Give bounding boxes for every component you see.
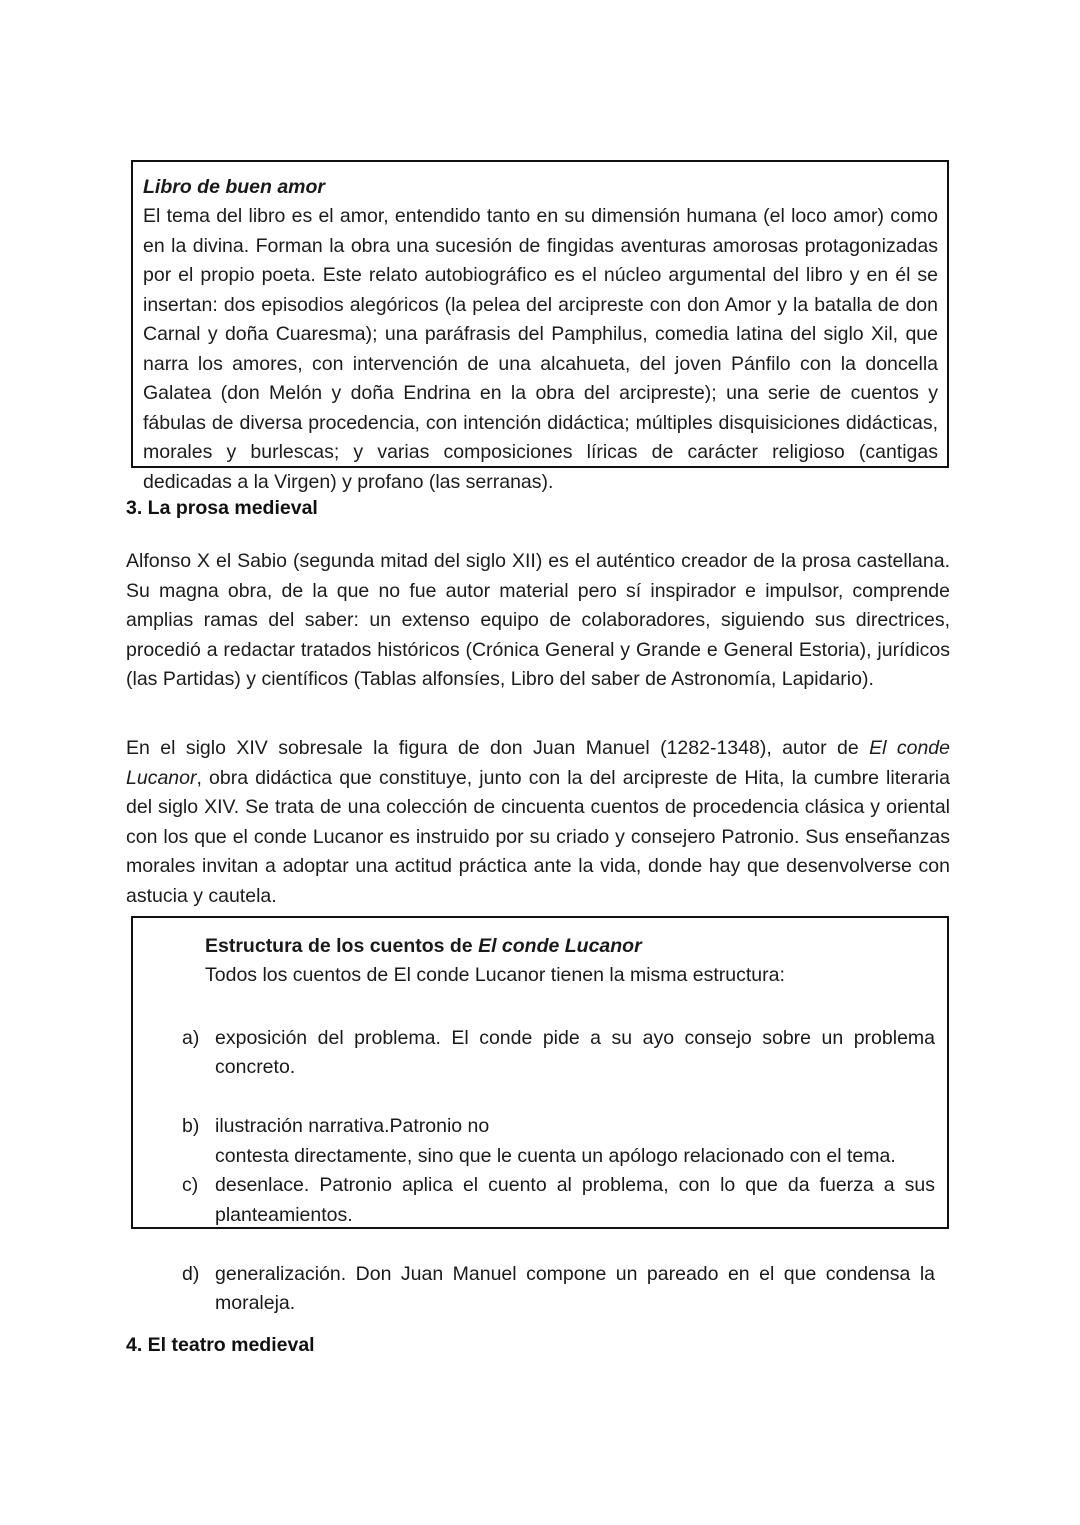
list-item-marker: a) xyxy=(182,1026,200,1049)
list-item xyxy=(143,1171,935,1260)
paragraph-don-juan-manuel xyxy=(126,734,950,911)
list-item-text: generalización. Don Juan Manuel compone un pareado en el que condensa la moraleja. xyxy=(215,1262,935,1314)
paragraph-alfonso-x xyxy=(126,547,950,695)
list-item-text: desenlace. Patronio aplica el cuento al problema, con lo que da fuerza a sus planteamientos. xyxy=(215,1174,935,1226)
callout-box-estructura-cuentos xyxy=(131,916,949,1314)
box-subtitle-estructura: Todos los cuentos de El conde Lucanor tienen la misma estructura: xyxy=(205,964,785,986)
lettered-list-estructura xyxy=(143,1024,935,1349)
list-item-continuation: contesta directamente, sino que le cuenta un apólogo relacionado con el tema. xyxy=(215,1144,896,1167)
box-title-libro-de-buen-amor: Libro de buen amor xyxy=(143,176,326,198)
work-title-el-conde-lucanor-inline: El conde Lucanor xyxy=(126,737,950,789)
box-title-estructura xyxy=(205,932,935,961)
list-item-marker: c) xyxy=(182,1174,199,1196)
list-item-text: ilustración narrativa.Patronio no xyxy=(215,1115,490,1137)
paragraph-don-juan-manuel-text xyxy=(126,734,950,911)
paragraph-alfonso-x-text: Alfonso X el Sabio (segunda mitad del siglo XII) es el auténtico creador de la prosa castellana. Su magna obra, de la que no fue autor material pero sí inspirador e impulsor, comprende amplias ramas del saber: un extenso equipo de colaboradores, siguiendo sus directrices, procedió a redactar tratados históricos (Crónica General y Grande e General Estoria), jurídicos (las Partidas) y científicos (Tablas alfonsíes, Libro del saber de Astronomía, Lapidario). xyxy=(126,550,950,690)
section-heading-la-prosa-medieval: 3. La prosa medieval xyxy=(126,497,318,519)
paragraph-segment-plain-2: , obra didáctica que constituye, junto con la del arcipreste de Hita, la cumbre literaria del siglo XIV. Se trata de una colección de cincuenta cuentos de procedencia clásica y oriental con los que el conde Lucanor es instruido por su criado y consejero Patronio. Sus enseñanzas morales invitan a adoptar una actitud práctica ante la vida, donde hay que desenvolverse con astucia y cautela. xyxy=(126,766,950,907)
paragraph-segment-plain-1: En el siglo XIV sobresale la figura de don Juan Manuel (1282-1348), autor de xyxy=(126,737,870,759)
list-item-text: exposición del problema. El conde pide a su ayo consejo sobre un problema concreto. xyxy=(215,1026,935,1078)
list-item xyxy=(143,1112,935,1171)
box-paragraph-libro-de-buen-amor: El tema del libro es el amor, entendido tanto en su dimensión humana (el loco amor) como en la divina. Forman la obra una sucesión de fingidas aventuras amorosas protagonizadas por el propio poeta. Este relato autobiográfico es el núcleo argumental del libro y en él se insertan: dos episodios alegóricos (la pelea del arcipreste con don Amor y la batalla de don Carnal y doña Cuaresma); una paráfrasis del Pamphilus, comedia latina del siglo Xil, que narra los amores, con intervención de una alcahueta, del joven Pánfilo con la doncella Galatea (don Melón y doña Endrina en la obra del arcipreste); una serie de cuentos y fábulas de diversa procedencia, con intención didáctica; múltiples disquisiciones didácticas, morales y burlescas; y varias composiciones líricas de carácter religioso (cantigas dedicadas a la Virgen) y profano (las serranas). xyxy=(143,205,938,493)
work-title-el-conde-lucanor-box: El conde Lucanor xyxy=(478,935,642,957)
box-heading-group-estructura xyxy=(205,932,935,991)
callout-box-libro-de-buen-amor xyxy=(131,160,949,493)
list-item-marker: d) xyxy=(182,1262,200,1285)
section-heading-el-teatro-medieval: 4. El teatro medieval xyxy=(126,1334,315,1356)
list-item-marker: b) xyxy=(182,1115,200,1137)
box-title-estructura-plain: Estructura de los cuentos de xyxy=(205,935,479,957)
list-item xyxy=(143,1024,935,1113)
